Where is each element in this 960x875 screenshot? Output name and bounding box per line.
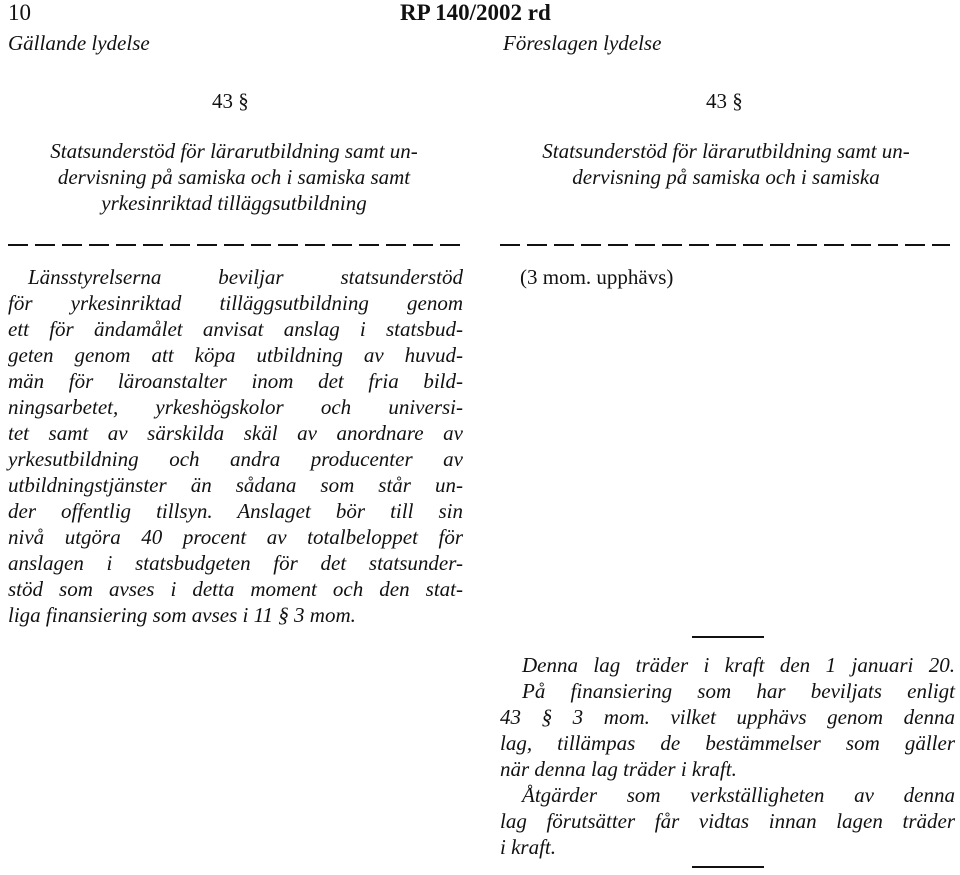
current-wording-heading: Gällande lydelse [8, 31, 150, 55]
entry-into-force-line: Denna lag träder i kraft den 1 januari 20. [522, 653, 955, 677]
entry-into-force-line: i kraft. [500, 835, 556, 859]
left-body-line: utbildningstjänster än sådana som står un- [8, 473, 463, 497]
left-body-line: ett för ändamålet anvisat anslag i statsbud- [8, 317, 463, 341]
left-body-line: yrkesutbildning och andra producenter av [8, 447, 463, 471]
left-body-line: geten genom att köpa utbildning av huvud- [8, 343, 463, 367]
left-body-line: liga finansiering som avses i 11 § 3 mom. [8, 603, 356, 627]
left-omission-dashes [8, 238, 460, 250]
right-section-number: 43 § [706, 89, 743, 113]
left-body-line: tet samt av särskilda skäl av anordnare av [8, 421, 463, 445]
left-body-line: män för läroanstalter inom det fria bild- [8, 369, 463, 393]
entry-into-force-line: lag förutsätter får vidtas innan lagen träder [500, 809, 955, 833]
right-title-line-2: dervisning på samiska och i samiska [572, 165, 880, 189]
entry-into-force-provision [500, 652, 955, 860]
left-body-text [8, 264, 463, 628]
left-body-line: för yrkesinriktad tilläggsutbildning genom [8, 291, 463, 315]
left-body-line: stöd som avses i detta moment och den stat- [8, 577, 463, 601]
left-body-line: ningsarbetet, yrkeshögskolor och universi- [8, 395, 463, 419]
entry-into-force-line: när denna lag träder i kraft. [500, 757, 737, 781]
proposed-wording-heading: Föreslagen lydelse [503, 31, 662, 55]
left-body-line: anslagen i statsbudgeten för det statsunder- [8, 551, 463, 575]
entry-into-force-line: lag, tillämpas de bestämmelser som gäller [500, 731, 955, 755]
left-title-line-1: Statsunderstöd för lärarutbildning samt un- [50, 139, 418, 163]
entry-into-force-separator-bottom [692, 866, 764, 868]
entry-into-force-line: Åtgärder som verkställigheten av denna [522, 783, 955, 807]
right-section-title [500, 138, 952, 190]
left-section-title [8, 138, 460, 216]
right-title-line-1: Statsunderstöd för lärarutbildning samt un- [542, 139, 910, 163]
left-title-line-2: dervisning på samiska och i samiska samt [57, 165, 411, 189]
left-body-line: nivå utgöra 40 procent av totalbeloppet för [8, 525, 463, 549]
right-omission-dashes [500, 238, 950, 250]
entry-into-force-separator-top [692, 636, 764, 638]
document-id: RP 140/2002 rd [400, 0, 551, 25]
left-body-line: Länsstyrelserna beviljar statsunderstöd [28, 265, 463, 289]
left-section-number: 43 § [212, 89, 249, 113]
entry-into-force-line: På finansiering som har beviljats enligt [522, 679, 955, 703]
left-body-line: der offentlig tillsyn. Anslaget bör till sin [8, 499, 463, 523]
entry-into-force-line: 43 § 3 mom. vilket upphävs genom denna [500, 705, 955, 729]
left-title-line-3: yrkesinriktad tilläggsutbildning [101, 191, 367, 215]
repealed-subsection-note: (3 mom. upphävs) [520, 265, 674, 289]
page-number: 10 [8, 0, 31, 25]
